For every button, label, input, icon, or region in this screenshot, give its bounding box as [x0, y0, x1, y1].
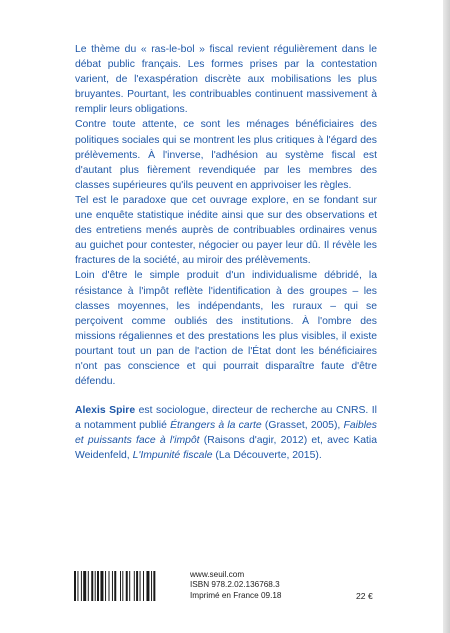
barcode	[74, 571, 182, 601]
summary-paragraph-3: Tel est le paradoxe que cet ouvrage explore, en se fondant sur une enquête statistique inédite ainsi que sur des observations et des entretiens menés auprès de contribuables ordinaires venus au guichet pour contester, négocier ou payer leur dû. Il révèle les fractures de la société, au miroir des prélèvements.	[75, 194, 377, 267]
book-title-3: L'Impunité fiscale	[132, 450, 213, 462]
author-role: est sociologue, directeur de recherche au CNRS. Il a notamment publié	[75, 405, 377, 432]
summary-paragraph-2: Contre toute attente, ce sont les ménages bénéficiaires des politiques sociales qui se montrent les plus critiques à l'égard des prélèvements. À l'inverse, l'adhésion au système fiscal est d'autant plus fièrement revendiquée par les membres des classes supérieures qu'ils peuvent en apprivoiser les règles.	[75, 119, 377, 191]
isbn: ISBN 978.2.02.136768.3	[190, 580, 280, 590]
publisher-website: www.seuil.com	[190, 570, 245, 579]
barcode-icon	[74, 571, 182, 601]
publisher-info	[190, 570, 281, 601]
page-edge	[443, 0, 450, 633]
book-title-1: Étrangers à la carte	[170, 420, 262, 432]
price: 22 €	[356, 591, 373, 601]
book-publisher-2: (Raisons d'agir, 2012) et, avec Katia Weidenfeld,	[75, 435, 377, 462]
book-publisher-3: (La Découverte, 2015).	[212, 450, 322, 462]
book-title-2: Faibles et puissants face à l'impôt	[75, 420, 377, 447]
author-bio	[75, 403, 377, 463]
printing-info: Imprimé en France 09.18	[190, 590, 282, 600]
summary-paragraph-1: Le thème du « ras-le-bol » fiscal revient régulièrement dans le débat public français. Les formes prises par la contestation varient, de l'exaspération discrète aux mobilisations les plus bruyantes. Pourtant, les contribuables continuent massivement à remplir leurs obligations.	[75, 44, 377, 116]
book-publisher-1: (Grasset, 2005),	[261, 420, 344, 432]
summary-text	[75, 42, 377, 464]
author-name: Alexis Spire	[75, 405, 136, 417]
summary-paragraph-4: Loin d'être le simple produit d'un individualisme débridé, la résistance à l'impôt reflète l'identification à des groupes – les classes moyennes, les indépendants, les ruraux – qui se perçoivent comme oubliés des institutions. À l'ombre des missions régaliennes et des prestations les plus visibles, il existe pourtant tout un pan de l'action de l'État dont les bénéficiaires n'ont pas conscience et qui pourrait disparaître faute d'être défendu.	[75, 270, 377, 388]
